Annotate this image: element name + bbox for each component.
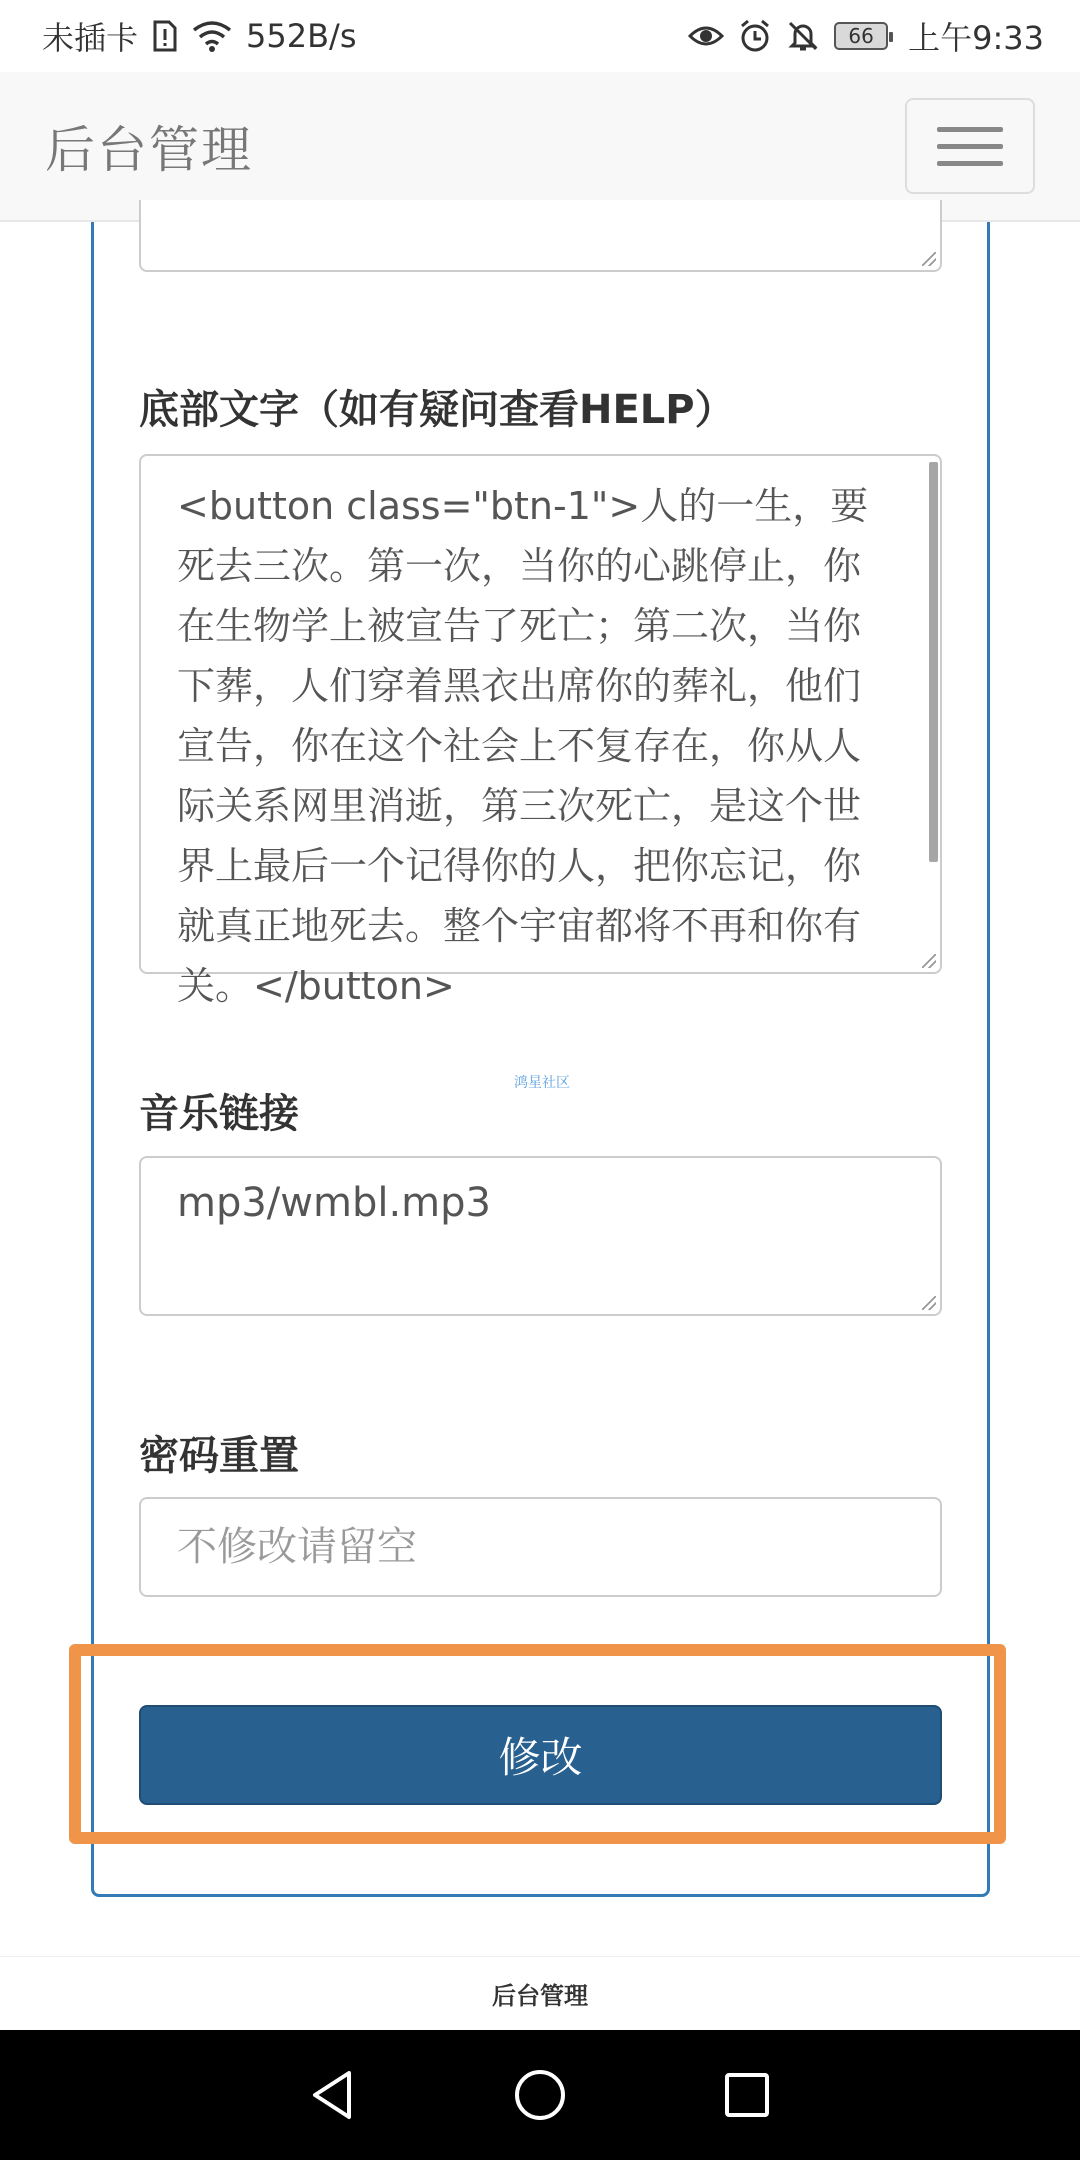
submit-button[interactable]: 修改 xyxy=(139,1705,942,1805)
system-nav-bar xyxy=(0,2030,1080,2160)
watermark: 鸿星社区 xyxy=(514,1075,570,1091)
home-button[interactable] xyxy=(490,2045,590,2145)
resize-grip-icon[interactable] xyxy=(922,252,936,266)
music-link-value: mp3/wmbl.mp3 xyxy=(177,1180,491,1226)
recents-button[interactable] xyxy=(697,2045,797,2145)
footer-text: 后台管理 xyxy=(492,1982,588,2010)
alarm-icon xyxy=(738,19,772,53)
mute-bell-icon xyxy=(786,19,820,53)
clock-text: 上午9:33 xyxy=(908,19,1044,57)
menu-toggle-button[interactable] xyxy=(905,98,1035,194)
page-footer xyxy=(0,1956,1080,2030)
hamburger-icon-bar xyxy=(937,127,1003,132)
music-link-textarea[interactable] xyxy=(139,1156,942,1316)
carrier-text: 未插卡 xyxy=(42,19,139,57)
resize-grip-icon[interactable] xyxy=(922,1296,936,1310)
hamburger-icon-bar xyxy=(937,144,1003,149)
net-speed-text: 552B/s xyxy=(246,17,357,55)
battery-icon xyxy=(834,22,888,50)
footer-text-textarea[interactable] xyxy=(139,454,942,1008)
status-right xyxy=(688,13,1044,59)
home-circle-icon xyxy=(513,2068,567,2122)
textarea-scrollbar[interactable] xyxy=(929,462,938,862)
status-left xyxy=(42,13,357,59)
resize-grip-icon[interactable] xyxy=(922,954,936,968)
hamburger-icon-bar xyxy=(937,161,1003,166)
footer-text-label: 底部文字（如有疑问查看HELP） xyxy=(139,387,735,433)
password-reset-label: 密码重置 xyxy=(139,1433,299,1479)
back-button[interactable] xyxy=(283,2045,383,2145)
recents-square-icon xyxy=(723,2071,771,2119)
previous-textarea[interactable] xyxy=(139,200,942,272)
back-triangle-icon xyxy=(309,2069,357,2121)
sim-alert-icon xyxy=(152,20,178,52)
battery-level: 66 xyxy=(848,24,874,48)
footer-text-value: <button class="btn-1">人的一生，要死去三次。第一次，当你的心跳停止，你在生物学上被宣告了死亡；第二次，当你下葬，人们穿着黑衣出席你的葬礼，他们宣告，你在这个社会上不复存在，你从人际关系网里消逝，第三次死亡，是这个世界上最后一个记得你的人，把你忘记，你就真正地死去。整个宇宙都将不再和你有关。</button> xyxy=(177,484,869,1008)
status-bar xyxy=(0,0,1080,72)
wifi-icon xyxy=(192,20,232,52)
music-link-label: 音乐链接 xyxy=(139,1091,299,1137)
eye-icon xyxy=(688,22,724,50)
password-reset-input[interactable] xyxy=(139,1497,942,1597)
navbar-brand[interactable]: 后台管理 xyxy=(45,121,253,179)
